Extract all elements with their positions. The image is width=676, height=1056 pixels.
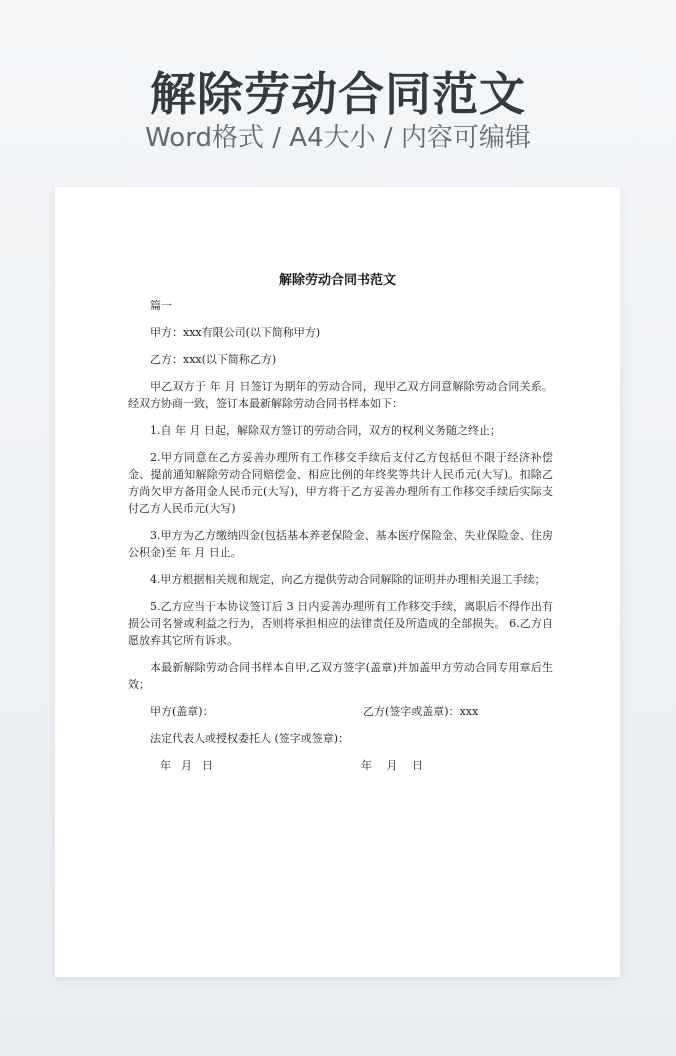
document-title: 解除劳动合同书范文 — [278, 273, 396, 288]
document-page — [55, 187, 620, 977]
effective-clause: 本最新解除劳动合同书样本自甲,乙双方签字(盖章)并加盖甲方劳动合同专用章后生效； — [128, 661, 553, 691]
page-subtitle: Word格式 / A4大小 / 内容可编辑 — [145, 123, 531, 153]
representative-label: 法定代表人或授权委托人 (签字或签章)： — [150, 732, 350, 745]
clause-3: 3.甲方为乙方缴纳四金(包括基本养老保险金、基本医疗保险金、失业保险金、住房公积金)至 年 月 日止。 — [128, 529, 553, 559]
clause-5: 5.乙方应当于本协议签订后 3 日内妥善办理所有工作移交手续，离职后不得作出有损公司名誉或利益之行为，否则将承担相应的法律责任及所造成的全部损失。 6.乙方自愿放弃其它所有诉求。 — [128, 600, 553, 647]
document-body — [128, 297, 553, 784]
date-right: 年 月 日 — [361, 759, 424, 772]
clause-2: 2.甲方同意在乙方妥善办理所有工作移交手续后支付乙方包括但不限于经济补偿金、提前通知解除劳动合同赔偿金、相应比例的年终奖等共计人民币元(大写)。扣除乙方尚欠甲方备用金人民币元(大写)，甲方将于乙方妥善办理所有工作移交手续后实际支付乙方人民币元(大写) — [128, 451, 553, 515]
party-a-line: 甲方：xxx有限公司(以下简称甲方) — [150, 326, 321, 339]
party-b-line: 乙方：xxx(以下简称乙方) — [150, 353, 277, 366]
clause-4: 4.甲方根据相关规和规定，向乙方提供劳动合同解除的证明并办理相关退工手续； — [150, 573, 546, 586]
signature-row — [128, 703, 553, 720]
section-heading: 篇一 — [150, 299, 172, 312]
intro-paragraph: 甲乙双方于 年 月 日签订为期年的劳动合同，现甲乙双方同意解除劳动合同关系。经双方协商一致，签订本最新解除劳动合同书样本如下： — [128, 380, 553, 410]
date-left: 年 月 日 — [160, 759, 214, 772]
page-title: 解除劳动合同范文 — [150, 67, 526, 121]
clause-1: 1.自 年 月 日起，解除双方签订的劳动合同，双方的权利义务随之终止； — [150, 424, 501, 437]
party-a-seal-label: 甲方(盖章)： — [150, 705, 214, 718]
party-b-sign-label: 乙方(签字或盖章)：xxx — [363, 705, 479, 718]
date-row — [128, 757, 553, 774]
